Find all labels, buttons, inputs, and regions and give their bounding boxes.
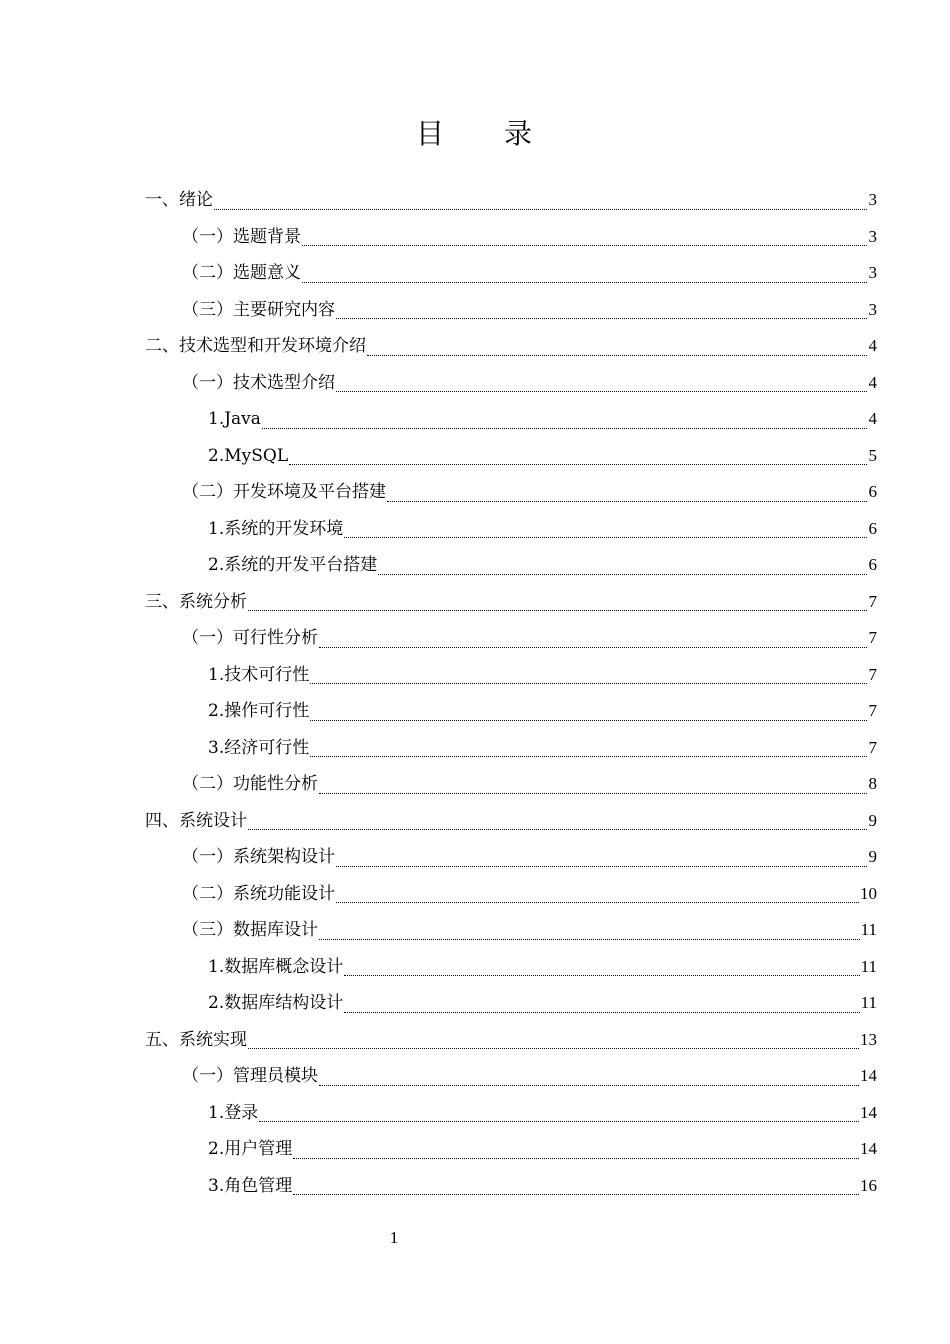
toc-entry[interactable] [0, 255, 950, 292]
toc-dot-leader [319, 925, 860, 940]
toc-entry-label: （二）选题意义 [182, 263, 301, 284]
toc-entry[interactable] [0, 511, 950, 548]
toc-title-char-1: 目 [415, 117, 446, 150]
toc-dot-leader [293, 1180, 859, 1195]
toc-entry-page: 6 [868, 482, 877, 502]
toc-dot-leader [289, 450, 867, 465]
toc-entry-label: 1.Java [208, 409, 261, 430]
toc-entry-page: 7 [868, 737, 877, 757]
toc-entry-page: 10 [860, 883, 877, 903]
toc-entry-page: 3 [868, 299, 877, 319]
toc-entry-label: （二）开发环境及平台搭建 [182, 482, 386, 503]
toc-dot-leader [310, 742, 867, 757]
toc-dot-leader [259, 1107, 859, 1122]
toc-dot-leader [336, 377, 867, 392]
toc-entry-label: 一、绪论 [145, 190, 213, 211]
toc-dot-leader [319, 779, 867, 794]
toc-entry[interactable] [0, 1168, 950, 1205]
toc-entry-label: （三）主要研究内容 [182, 299, 335, 320]
toc-entry-label: 3.角色管理 [208, 1175, 293, 1196]
toc-entry-page: 7 [868, 701, 877, 721]
toc-entry[interactable] [0, 328, 950, 365]
toc-entry-page: 6 [868, 518, 877, 538]
toc-entry-page: 3 [868, 190, 877, 210]
toc-entry-label: 1.登录 [208, 1102, 259, 1123]
toc-entry-label: 2.用户管理 [208, 1139, 293, 1160]
toc-entry-page: 4 [868, 409, 877, 429]
toc-entry[interactable] [0, 401, 950, 438]
toc-entry-label: （二）系统功能设计 [182, 883, 335, 904]
toc-dot-leader [336, 852, 867, 867]
toc-entry-label: （一）可行性分析 [182, 628, 318, 649]
toc-entry[interactable] [0, 985, 950, 1022]
toc-entry-page: 11 [860, 956, 877, 976]
toc-dot-leader [302, 268, 867, 283]
toc-entry[interactable] [0, 657, 950, 694]
toc-entry-page: 11 [860, 920, 877, 940]
toc-title-char-2: 录 [504, 117, 535, 150]
toc-entry-label: 1.技术可行性 [208, 664, 310, 685]
toc-entry[interactable] [0, 584, 950, 621]
toc-entry-label: 2.MySQL [208, 445, 289, 466]
toc-title [0, 112, 950, 156]
toc-entry-label: （三）数据库设计 [182, 920, 318, 941]
toc-entry-page: 8 [868, 774, 877, 794]
toc-entry[interactable] [0, 949, 950, 986]
toc-entry-label: （一）系统架构设计 [182, 847, 335, 868]
toc-entry-page: 3 [868, 226, 877, 246]
toc-entry-page: 3 [868, 263, 877, 283]
toc-entry[interactable] [0, 1058, 950, 1095]
toc-dot-leader [310, 706, 867, 721]
toc-list [0, 182, 950, 1204]
toc-entry-page: 6 [868, 555, 877, 575]
toc-dot-leader [302, 231, 867, 246]
toc-dot-leader [344, 523, 867, 538]
toc-entry-page: 14 [860, 1139, 877, 1159]
toc-entry[interactable] [0, 1022, 950, 1059]
toc-entry-label: 3.经济可行性 [208, 737, 310, 758]
toc-entry-page: 4 [868, 336, 877, 356]
toc-entry-label: 1.系统的开发环境 [208, 518, 344, 539]
toc-dot-leader [336, 888, 859, 903]
toc-dot-leader [248, 1034, 859, 1049]
toc-entry-page: 9 [868, 847, 877, 867]
toc-entry-label: 三、系统分析 [145, 591, 247, 612]
toc-entry-page: 5 [868, 445, 877, 465]
toc-entry[interactable] [0, 438, 950, 475]
toc-entry-label: 2.操作可行性 [208, 701, 310, 722]
toc-entry-label: （一）管理员模块 [182, 1066, 318, 1087]
toc-entry[interactable] [0, 547, 950, 584]
toc-dot-leader [387, 487, 867, 502]
toc-entry[interactable] [0, 365, 950, 402]
toc-entry-page: 13 [860, 1029, 877, 1049]
toc-entry[interactable] [0, 912, 950, 949]
toc-entry-label: （二）功能性分析 [182, 774, 318, 795]
toc-entry-page: 11 [860, 993, 877, 1013]
toc-entry[interactable] [0, 730, 950, 767]
toc-entry-page: 16 [860, 1175, 877, 1195]
toc-entry-page: 4 [868, 372, 877, 392]
toc-dot-leader [319, 1071, 859, 1086]
toc-entry[interactable] [0, 839, 950, 876]
toc-dot-leader [344, 998, 859, 1013]
toc-dot-leader [344, 961, 859, 976]
toc-dot-leader [319, 633, 867, 648]
toc-dot-leader [378, 560, 867, 575]
toc-dot-leader [248, 596, 867, 611]
toc-entry[interactable] [0, 620, 950, 657]
page-number: 1 [389, 1228, 399, 1247]
toc-entry[interactable] [0, 803, 950, 840]
toc-entry-page: 7 [868, 591, 877, 611]
toc-entry-page: 7 [868, 628, 877, 648]
toc-dot-leader [336, 304, 867, 319]
toc-dot-leader [214, 195, 867, 210]
toc-dot-leader [367, 341, 867, 356]
toc-dot-leader [310, 669, 867, 684]
toc-entry-page: 9 [868, 810, 877, 830]
toc-entry-label: 1.数据库概念设计 [208, 956, 344, 977]
toc-entry-page: 14 [860, 1102, 877, 1122]
toc-entry[interactable] [0, 876, 950, 913]
toc-entry-label: （一）选题背景 [182, 226, 301, 247]
toc-entry[interactable] [0, 766, 950, 803]
toc-entry-label: 二、技术选型和开发环境介绍 [145, 336, 366, 357]
toc-entry-label: 四、系统设计 [145, 810, 247, 831]
toc-dot-leader [262, 414, 867, 429]
toc-entry-page: 14 [860, 1066, 877, 1086]
toc-entry-page: 7 [868, 664, 877, 684]
toc-entry-label: 2.数据库结构设计 [208, 993, 344, 1014]
toc-dot-leader [293, 1144, 859, 1159]
toc-entry[interactable] [0, 219, 950, 256]
toc-entry[interactable] [0, 1131, 950, 1168]
toc-entry[interactable] [0, 474, 950, 511]
toc-entry-label: （一）技术选型介绍 [182, 372, 335, 393]
toc-entry[interactable] [0, 1095, 950, 1132]
toc-entry[interactable] [0, 693, 950, 730]
toc-entry-label: 2.系统的开发平台搭建 [208, 555, 378, 576]
toc-entry[interactable] [0, 182, 950, 219]
toc-entry-label: 五、系统实现 [145, 1029, 247, 1050]
toc-dot-leader [248, 815, 867, 830]
toc-entry[interactable] [0, 292, 950, 329]
